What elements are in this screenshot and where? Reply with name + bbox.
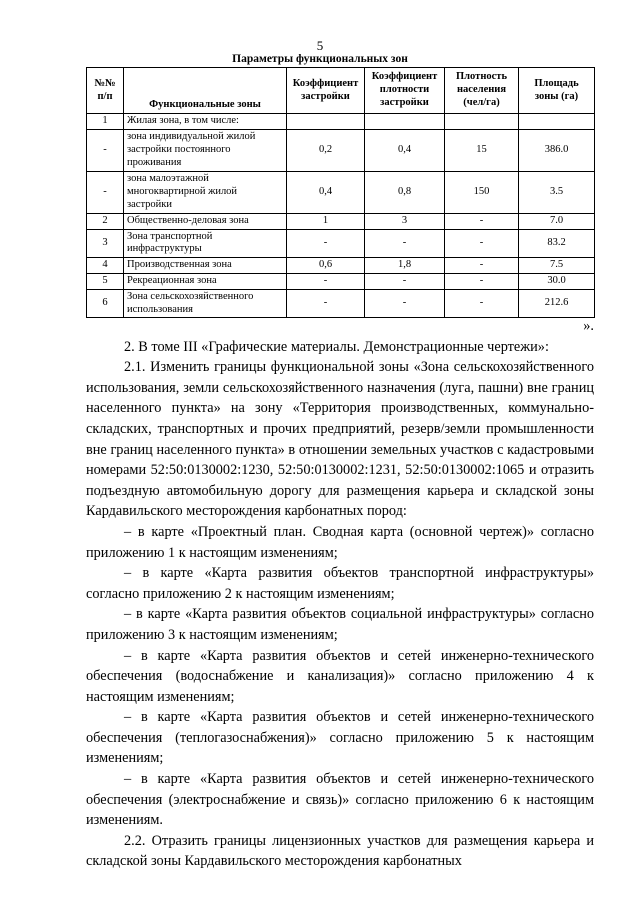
list-item: – в карте «Карта развития объектов транспортной инфраструктуры» согласно приложению 2 к настоящим изменениям; [86,565,594,602]
cell-number: 3 [87,229,124,258]
header-zone-area: Площадь зоны (га) [519,68,595,114]
paragraph: 2.2. Отразить границы лицензионных участков для размещения карьера и складской зоны Кардавильского месторождения карбонатных [86,832,594,870]
header-population-density: Плотность населения (чел/га) [445,68,519,114]
cell-density [365,114,445,130]
table-row [87,171,595,213]
cell-zone: зона малоэтажной многоквартирной жилой застройки [124,171,287,213]
list-item: – в карте «Проектный план. Сводная карта (основной чертеж)» согласно приложению 1 к настоящим изменениям; [86,523,594,561]
list-item: – в карте «Карта развития объектов и сетей инженерно-технического обеспечения (водоснабжение и канализация)» согласно приложению 4 к настоящим изменениям; [86,647,594,705]
header-number: №№ п/п [87,68,124,114]
cell-population: - [445,229,519,258]
cell-number: - [87,171,124,213]
cell-coverage: - [287,229,365,258]
cell-coverage: - [287,273,365,289]
cell-area: 212.6 [519,289,595,318]
cell-population [445,114,519,130]
cell-zone: Рекреационная зона [124,273,287,289]
cell-zone: Производственная зона [124,258,287,274]
cell-population: 15 [445,129,519,171]
cell-coverage: 0,6 [287,258,365,274]
cell-density: 1,8 [365,258,445,274]
header-coverage-ratio: Коэффициент застройки [287,68,365,114]
cell-density: 0,8 [365,171,445,213]
cell-coverage: 1 [287,213,365,229]
cell-density: - [365,273,445,289]
closing-quote: ». [583,318,594,334]
paragraph: 2.1. Изменить границы функциональной зоны «Зона сельскохозяйственного использования, земли сельскохозяйственного назначения (луга, пашни) вне границ населенного пункта» на зону «Территория производственных, коммунально-складских, транспортных и прочих предприятий, резерв/земли промышленности вне границ населенного пункта» в отношении земельных участков с кадастровыми номерами 52:50:0130002:1230, 52:50:0130002:1231, 52:50:0130002:1065 и отразить подъездную автомобильную дорогу для размещения карьера и складской зоны Кардавильского месторождения карбонатных пород: [86,359,594,520]
cell-number: 5 [87,273,124,289]
table-title: Параметры функциональных зон [232,53,408,65]
table-row [87,213,595,229]
cell-coverage: 0,4 [287,171,365,213]
table-row [87,258,595,274]
page-number: 5 [316,38,324,53]
cell-zone: Жилая зона, в том числе: [124,114,287,130]
cell-number: 4 [87,258,124,274]
table-row [87,129,595,171]
cell-population: - [445,213,519,229]
cell-area: 386.0 [519,129,595,171]
cell-density: 3 [365,213,445,229]
cell-density: - [365,289,445,318]
cell-area: 7.5 [519,258,595,274]
cell-population: - [445,273,519,289]
cell-area: 7.0 [519,213,595,229]
cell-coverage [287,114,365,130]
cell-population: - [445,289,519,318]
paragraph: 2. В томе III «Графические материалы. Демонстрационные чертежи»: [124,338,549,355]
parameters-table [86,67,595,318]
list-item: – в карте «Карта развития объектов и сетей инженерно-технического обеспечения (электроснабжение и связь)» согласно приложению 6 к настоящим изменениям. [86,771,594,829]
body-text [86,316,594,872]
cell-density: - [365,229,445,258]
cell-population: - [445,258,519,274]
cell-coverage: 0,2 [287,129,365,171]
table-row [87,229,595,258]
table-row [87,273,595,289]
table-row [87,289,595,318]
cell-density: 0,4 [365,129,445,171]
cell-population: 150 [445,171,519,213]
cell-number: - [87,129,124,171]
table-row [87,114,595,130]
cell-area: 3.5 [519,171,595,213]
table-header-row [87,68,595,114]
cell-area: 30.0 [519,273,595,289]
list-item: – в карте «Карта развития объектов социальной инфраструктуры» согласно приложению 3 к настоящим изменениям; [86,606,594,643]
cell-zone: Зона сельскохозяйственного использования [124,289,287,318]
cell-number: 6 [87,289,124,318]
cell-coverage: - [287,289,365,318]
cell-zone: Общественно-деловая зона [124,213,287,229]
cell-zone: зона индивидуальной жилой застройки постоянного проживания [124,129,287,171]
cell-area: 83.2 [519,229,595,258]
cell-area [519,114,595,130]
cell-number: 1 [87,114,124,130]
list-item: – в карте «Карта развития объектов и сетей инженерно-технического обеспечения (теплогазоснабжения)» согласно приложению 5 к настоящим изменениям; [86,709,594,767]
header-zone: Функциональные зоны [124,68,287,114]
cell-zone: Зона транспортной инфраструктуры [124,229,287,258]
header-density-ratio: Коэффициент плотности застройки [365,68,445,114]
cell-number: 2 [87,213,124,229]
